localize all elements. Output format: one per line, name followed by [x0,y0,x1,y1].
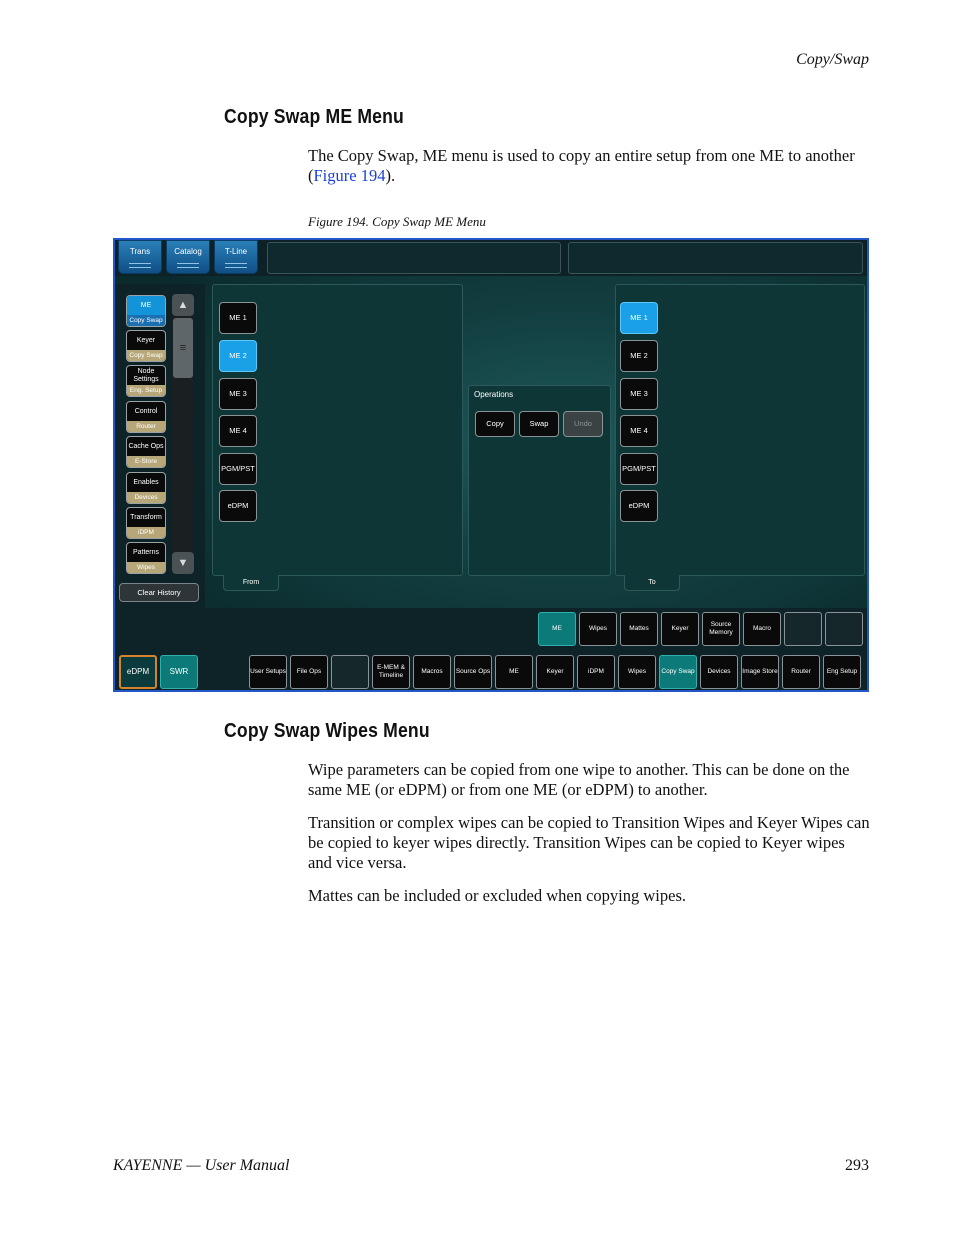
operations-title: Operations [474,390,514,399]
from-me1-button[interactable]: ME 1 [219,302,257,334]
trans-label: Trans [129,247,151,256]
undo-button[interactable]: Undo [563,411,603,437]
section-title-copy-swap-me: Copy Swap ME Menu [224,106,404,128]
from-pgm-pst-button[interactable]: PGM/PST [219,453,257,485]
menu-file-ops[interactable]: File Ops [290,655,328,689]
submenu-me-button[interactable]: ME [538,612,576,646]
catalog-label: Catalog [174,247,202,256]
from-edpm-button[interactable]: eDPM [219,490,257,522]
menu-emem-timeline[interactable]: E-MEM & Timeline [372,655,410,689]
wipes-paragraph-2: Transition or complex wipes can be copied to Transition Wipes and Keyer Wipes can be copied to keyer wipes directly. Transition Wipes can be copied to Keyer wipes and vice versa. [308,813,870,872]
category-top-label: Enables [133,478,159,486]
category-top-label: Node Settings [133,367,159,383]
menu-eng-setup[interactable]: Eng Setup [823,655,861,689]
figure-caption: Figure 194. Copy Swap ME Menu [308,214,486,229]
to-me3-button[interactable]: ME 3 [620,378,658,410]
menu-idpm[interactable]: iDPM [577,655,615,689]
t-line-button[interactable] [214,240,258,274]
submenu-wipes-button[interactable]: Wipes [579,612,617,646]
intro-text-end: ). [385,166,396,185]
menu-devices[interactable]: Devices [700,655,738,689]
menu-keyer[interactable]: Keyer [536,655,574,689]
trans-button[interactable] [118,240,162,274]
category-keyer-copy-swap[interactable] [126,330,166,362]
category-top-label: Transform [130,513,162,521]
menu-user-setups[interactable]: User Setups [249,655,287,689]
swap-button[interactable]: Swap [519,411,559,437]
category-bottom-label: Wipes [127,562,165,574]
submenu-mattes-button[interactable]: Mattes [620,612,658,646]
top-display-left [267,242,561,274]
category-top-label: Patterns [132,548,160,556]
menu-me[interactable]: ME [495,655,533,689]
swr-button[interactable]: SWR [160,655,198,689]
category-top-label: Cache Ops [128,442,164,450]
to-edpm-button[interactable]: eDPM [620,490,658,522]
section-title-copy-swap-wipes: Copy Swap Wipes Menu [224,720,430,742]
category-bottom-label: E-Store [127,456,165,468]
intro-paragraph [308,146,870,186]
category-top-label: ME [127,296,165,315]
wipes-paragraph-1: Wipe parameters can be copied from one wipe to another. This can be done on the same ME (or eDPM) or from one ME (or eDPM) to another. [308,760,850,799]
category-enables-devices[interactable] [126,472,166,504]
menu-wipes[interactable]: Wipes [618,655,656,689]
running-head: Copy/Swap [796,51,869,68]
category-node-settings[interactable] [126,365,166,397]
to-me2-button[interactable]: ME 2 [620,340,658,372]
category-patterns-wipes[interactable] [126,542,166,574]
from-me2-button[interactable]: ME 2 [219,340,257,372]
menu-image-store[interactable]: Image Store [741,655,779,689]
from-label: From [223,575,279,591]
copy-button[interactable]: Copy [475,411,515,437]
to-label: To [624,575,680,591]
menu-copy-swap[interactable]: Copy Swap [659,655,697,689]
to-me4-button[interactable]: ME 4 [620,415,658,447]
category-bottom-label: Copy Swap [127,350,165,362]
category-top-label: Keyer [136,336,156,344]
edpm-button[interactable]: eDPM [119,655,157,689]
copy-swap-me-menu-screenshot [113,238,869,692]
menu-empty[interactable] [331,655,369,689]
to-pgm-pst-button[interactable]: PGM/PST [620,453,658,485]
scroll-down-icon[interactable]: ▼ [172,552,194,574]
category-transform-idpm[interactable] [126,507,166,539]
menu-router[interactable]: Router [782,655,820,689]
top-display-right [568,242,863,274]
scroll-thumb[interactable]: ≡ [173,318,193,378]
category-cache-ops[interactable] [126,436,166,468]
catalog-button[interactable] [166,240,210,274]
submenu-empty-2[interactable] [825,612,863,646]
page-number: 293 [845,1157,869,1174]
category-bottom-label: Devices [127,492,165,504]
submenu-source-memory-button[interactable]: Source Memory [702,612,740,646]
category-control-router[interactable] [126,401,166,433]
category-bottom-label: Router [127,421,165,433]
submenu-empty-1[interactable] [784,612,822,646]
category-bottom-label: iDPM [127,527,165,539]
submenu-keyer-button[interactable]: Keyer [661,612,699,646]
menu-source-ops[interactable]: Source Ops [454,655,492,689]
submenu-macro-button[interactable]: Macro [743,612,781,646]
category-me-copy-swap[interactable] [126,295,166,327]
t-line-label: T-Line [224,247,248,256]
menu-macros[interactable]: Macros [413,655,451,689]
from-me4-button[interactable]: ME 4 [219,415,257,447]
category-bottom-label: Eng. Setup [127,385,165,397]
category-top-label: Control [134,407,158,415]
footer-manual-title: KAYENNE — User Manual [113,1157,290,1174]
clear-history-button[interactable]: Clear History [119,583,199,602]
wipes-paragraph-3: Mattes can be included or excluded when copying wipes. [308,886,687,905]
from-me3-button[interactable]: ME 3 [219,378,257,410]
figure-link[interactable]: Figure 194 [313,166,386,185]
intro-text: The Copy Swap, ME menu is used to copy an entire setup from one ME to another ( [308,146,855,185]
category-bottom-label: Copy Swap [127,315,165,327]
scroll-up-icon[interactable]: ▲ [172,294,194,316]
to-me1-button[interactable]: ME 1 [620,302,658,334]
